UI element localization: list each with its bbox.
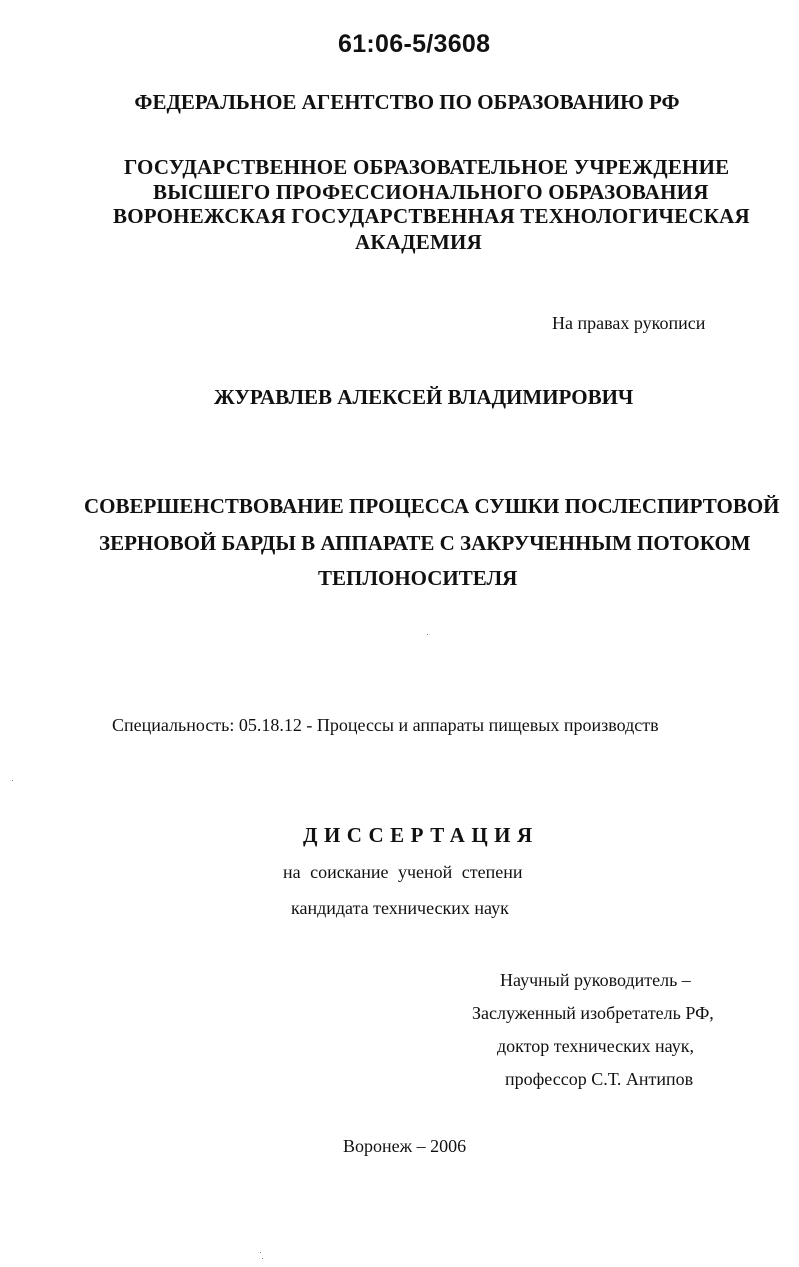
supervisor-line-4: профессор С.Т. Антипов	[505, 1069, 694, 1089]
scan-speck	[262, 1258, 263, 1259]
manuscript-note: На правах рукописи	[552, 313, 706, 333]
author-name: ЖУРАВЛЕВ АЛЕКСЕЙ ВЛАДИМИРОВИЧ	[214, 385, 634, 409]
supervisor-line-2: Заслуженный изобретатель РФ,	[472, 1003, 714, 1023]
agency-heading: ФЕДЕРАЛЬНОЕ АГЕНТСТВО ПО ОБРАЗОВАНИЮ РФ	[134, 90, 680, 114]
thesis-title-line-2: ЗЕРНОВОЙ БАРДЫ В АППАРАТЕ С ЗАКРУЧЕННЫМ ПОТОКОМ	[99, 531, 751, 555]
degree-line-1: на соискание ученой степени	[283, 862, 523, 882]
specialty: Специальность: 05.18.12 - Процессы и аппараты пищевых производств	[112, 715, 659, 735]
institution-line-4: АКАДЕМИЯ	[355, 230, 482, 254]
supervisor-line-1: Научный руководитель –	[500, 970, 691, 990]
scan-speck	[12, 780, 13, 781]
dissertation-type: ДИССЕРТАЦИЯ	[303, 823, 539, 847]
thesis-title-line-1: СОВЕРШЕНСТВОВАНИЕ ПРОЦЕССА СУШКИ ПОСЛЕСПИРТОВОЙ	[84, 494, 780, 518]
thesis-title-line-3: ТЕПЛОНОСИТЕЛЯ	[318, 566, 518, 590]
institution-line-1: ГОСУДАРСТВЕННОЕ ОБРАЗОВАТЕЛЬНОЕ УЧРЕЖДЕНИЕ	[124, 155, 730, 179]
institution-line-3: ВОРОНЕЖСКАЯ ГОСУДАРСТВЕННАЯ ТЕХНОЛОГИЧЕСКАЯ	[113, 204, 750, 228]
institution-line-2: ВЫСШЕГО ПРОФЕССИОНАЛЬНОГО ОБРАЗОВАНИЯ	[153, 180, 709, 204]
scan-speck	[427, 634, 428, 635]
supervisor-line-3: доктор технических наук,	[497, 1036, 694, 1056]
scan-speck	[260, 1252, 261, 1253]
degree-line-2: кандидата технических наук	[291, 898, 509, 918]
archive-code: 61:06-5/3608	[338, 30, 491, 58]
city-year: Воронеж – 2006	[343, 1136, 467, 1156]
